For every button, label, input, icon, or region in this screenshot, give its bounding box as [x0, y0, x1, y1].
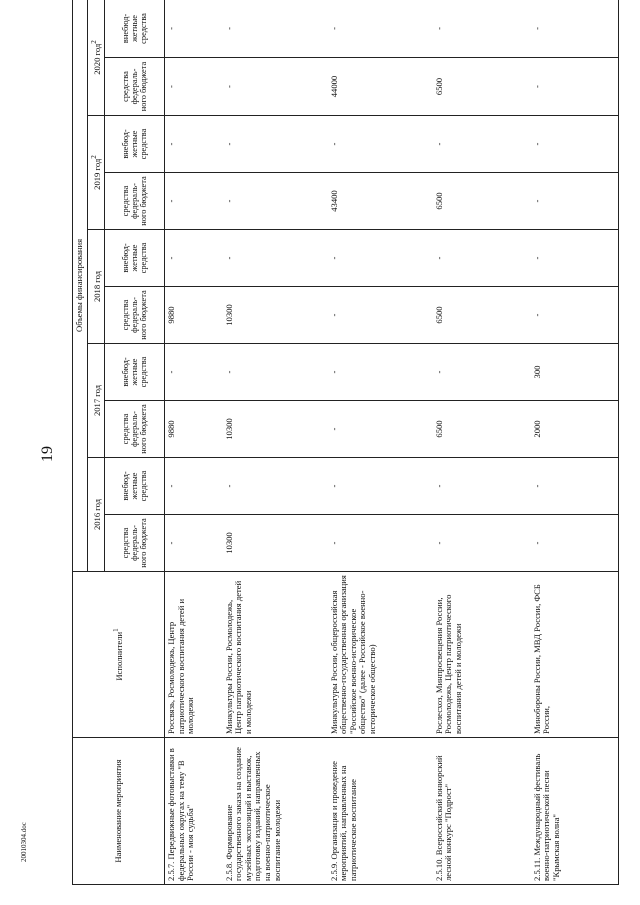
value-cell: - [531, 287, 619, 344]
table-row [531, 0, 619, 885]
header-federal: средства федераль-ного бюджета [105, 401, 165, 458]
value-cell: - [223, 58, 328, 116]
header-federal: средства федераль-ного бюджета [105, 173, 165, 230]
header-year: 2018 год [87, 230, 104, 344]
measure-executors: Россвязь, Росмолодежь, Центр патриотического воспитания детей и молодежи [165, 572, 223, 738]
value-cell: - [433, 0, 531, 58]
header-executors: Исполнители$^1$ [73, 572, 165, 738]
value-cell: - [531, 173, 619, 230]
value-cell: - [223, 230, 328, 287]
measure-name: 2.5.9. Организация и проведение мероприятий, направленных на патриотическое воспитание [328, 738, 433, 885]
value-cell: 43400 [328, 173, 433, 230]
value-cell: - [223, 116, 328, 173]
value-cell: - [223, 0, 328, 58]
value-cell: - [165, 116, 223, 173]
header-year: 2017 год [87, 344, 104, 458]
value-cell: 6500 [433, 58, 531, 116]
header-federal: средства федераль-ного бюджета [105, 58, 165, 116]
table-row [165, 0, 223, 885]
measure-name: 2.5.7. Передвижные фотовыставки в федеральных округах на тему "В России - моя судьба" [165, 738, 223, 885]
value-cell: - [328, 287, 433, 344]
value-cell: 10300 [223, 287, 328, 344]
table-row [223, 0, 328, 885]
table-row [433, 0, 531, 885]
value-cell: 6500 [433, 287, 531, 344]
header-name: Наименование мероприятия [73, 738, 165, 885]
header-extra: внебюд-жетные средства [105, 344, 165, 401]
measure-executors: Минкультуры России, общероссийская общественно-государственная организация "Российское военно-историческое общество" (далее - Российское военно-историческое общество) [328, 572, 433, 738]
value-cell: - [223, 173, 328, 230]
measure-name: 2.5.8. Формирование государственного заказа на создание музейных экспозиций и выставок, подготовку изданий, направленных на военно-патриотическое воспитание молодежи [223, 738, 328, 885]
measure-name: 2.5.11. Международный фестиваль военно-патриотической песни "Крымская волна" [531, 738, 619, 885]
value-cell: - [328, 344, 433, 401]
value-cell: - [223, 458, 328, 515]
measure-name: 2.5.10. Всероссийский юниорский лесной конкурс "Подрост" [433, 738, 531, 885]
header-year: 2016 год [87, 458, 104, 572]
value-cell: - [433, 344, 531, 401]
value-cell: - [328, 116, 433, 173]
value-cell: - [328, 458, 433, 515]
value-cell: - [328, 230, 433, 287]
value-cell: - [165, 173, 223, 230]
value-cell: - [165, 515, 223, 572]
value-cell: - [433, 458, 531, 515]
header-extra: внебюд-жетные средства [105, 458, 165, 515]
value-cell: - [531, 515, 619, 572]
value-cell: - [433, 116, 531, 173]
value-cell: - [531, 58, 619, 116]
value-cell: - [433, 230, 531, 287]
header-extra: внебюд-жетные средства [105, 0, 165, 58]
value-cell: - [165, 344, 223, 401]
value-cell: 9880 [165, 401, 223, 458]
measure-executors: Минкультуры России, Росмолодежь, Центр патриотического воспитания детей и молодежи [223, 572, 328, 738]
value-cell: - [328, 401, 433, 458]
value-cell: - [165, 58, 223, 116]
header-federal: средства федераль-ного бюджета [105, 287, 165, 344]
financing-table-wrapper [72, 0, 616, 885]
value-cell: - [531, 230, 619, 287]
header-year: 2020 год$^2$ [87, 0, 104, 116]
value-cell: 6500 [433, 173, 531, 230]
value-cell: - [165, 230, 223, 287]
value-cell: - [223, 344, 328, 401]
financing-table [72, 0, 619, 885]
value-cell: 10300 [223, 515, 328, 572]
value-cell: 6500 [433, 401, 531, 458]
measure-executors: Минобороны России, МВД России, ФСБ России, [531, 572, 619, 738]
header-extra: внебюд-жетные средства [105, 116, 165, 173]
header-year: 2019 год$^2$ [87, 116, 104, 230]
header-financing: Объемы финансирования [73, 0, 88, 572]
value-cell: - [531, 0, 619, 58]
value-cell: 300 [531, 344, 619, 401]
value-cell: 44000 [328, 58, 433, 116]
value-cell: - [531, 458, 619, 515]
value-cell: 9880 [165, 287, 223, 344]
header-extra: внебюд-жетные средства [105, 230, 165, 287]
value-cell: - [165, 0, 223, 58]
value-cell: - [328, 515, 433, 572]
value-cell: - [531, 116, 619, 173]
document-footer: 20010304.doc [20, 822, 28, 862]
page-number: 19 [39, 446, 56, 462]
measure-executors: Рослесхоз, Минпросвещения России, Росмолодежь, Центр патриотического воспитания детей и молодежи [433, 572, 531, 738]
value-cell: 2000 [531, 401, 619, 458]
header-federal: средства федераль-ного бюджета [105, 515, 165, 572]
value-cell: - [328, 0, 433, 58]
value-cell: - [165, 458, 223, 515]
table-row [328, 0, 433, 885]
value-cell: 10300 [223, 401, 328, 458]
value-cell: - [433, 515, 531, 572]
